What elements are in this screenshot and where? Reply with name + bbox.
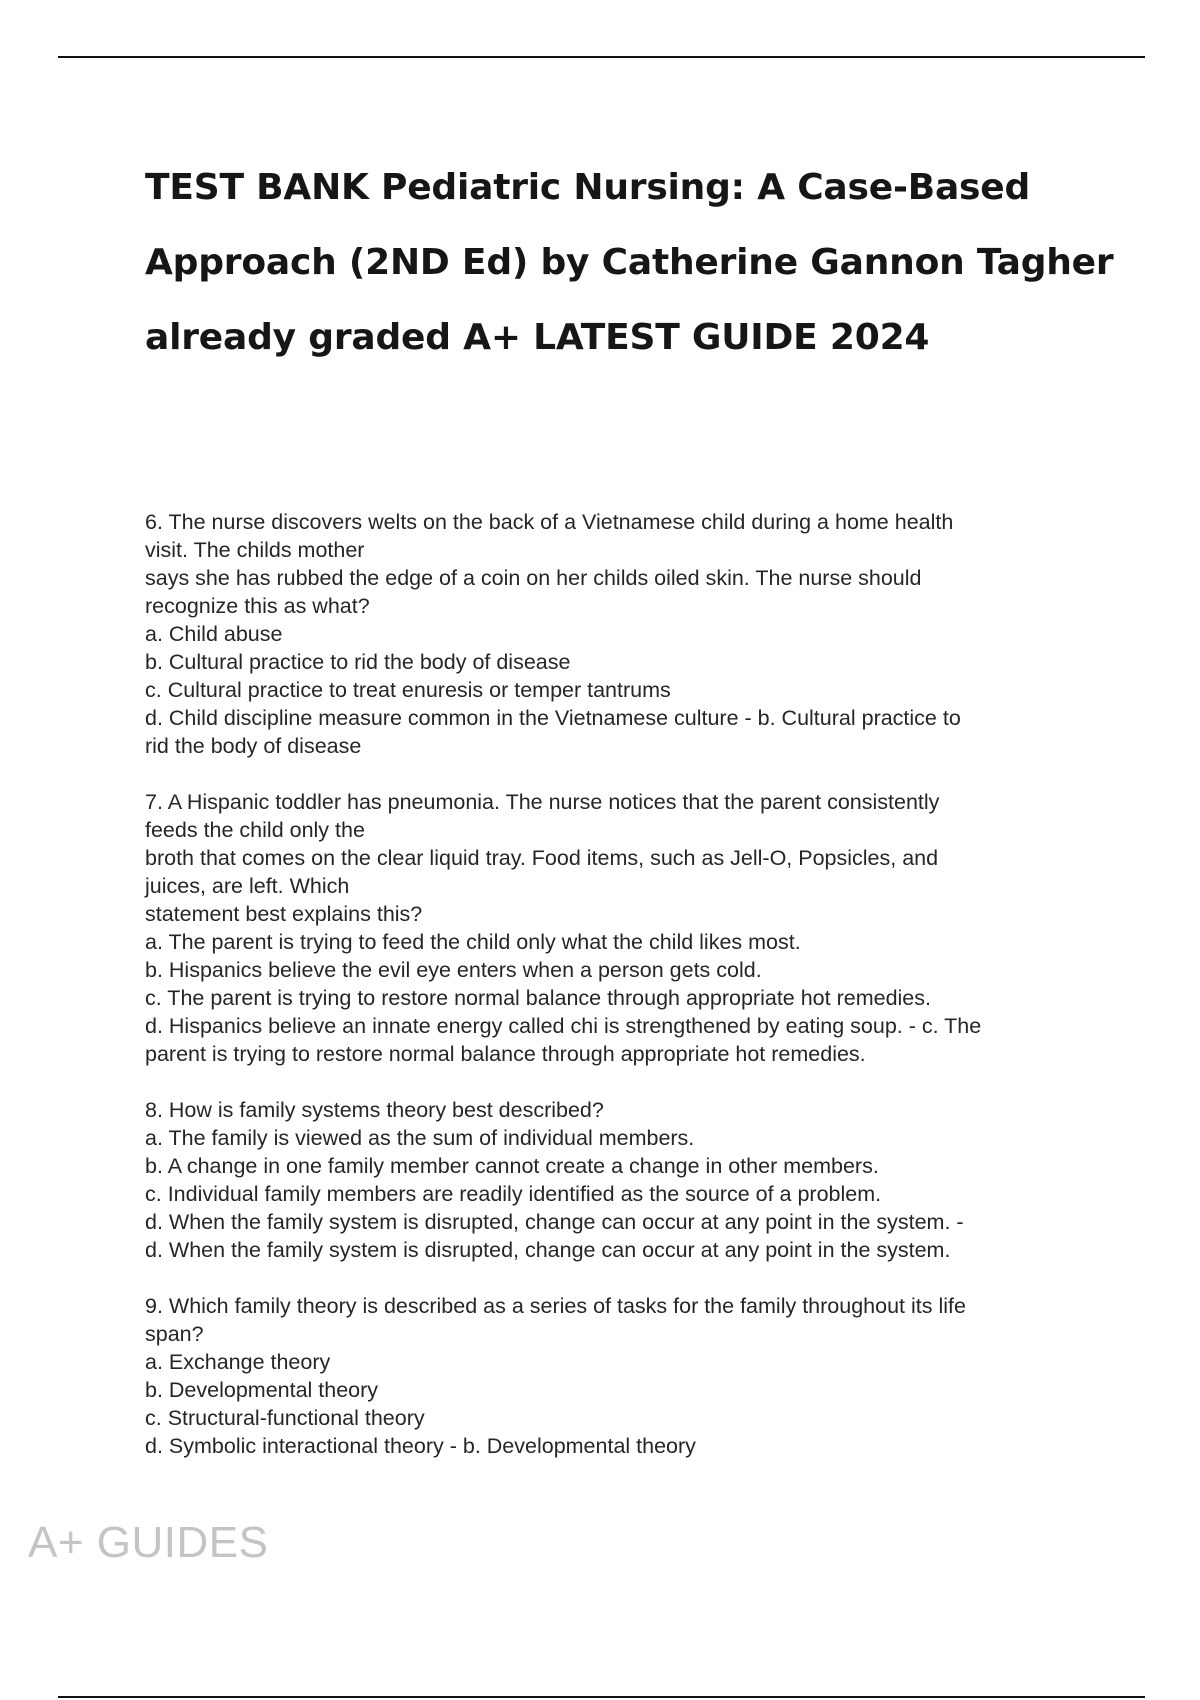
answer-option: b. A change in one family member cannot create a change in other members.: [145, 1154, 879, 1178]
bottom-rule: [58, 1696, 1145, 1698]
answer-option: b. Cultural practice to rid the body of disease: [145, 650, 571, 674]
answer-option: a. Child abuse: [145, 622, 283, 646]
question-text: statement best explains this?: [145, 902, 423, 926]
question-text: 7. A Hispanic toddler has pneumonia. The nurse notices that the parent consistently: [145, 790, 940, 814]
answer-option: d. Child discipline measure common in the Vietnamese culture - b. Cultural practice to: [145, 706, 961, 730]
question-6: [145, 508, 1105, 760]
title-line: Approach (2ND Ed) by Catherine Gannon Tagher: [145, 242, 1114, 283]
answer-option: c. Cultural practice to treat enuresis or temper tantrums: [145, 678, 671, 702]
answer-option: a. Exchange theory: [145, 1350, 331, 1374]
answer-option: d. Symbolic interactional theory - b. Developmental theory: [145, 1434, 696, 1458]
answer-key: d. When the family system is disrupted, change can occur at any point in the system.: [145, 1238, 951, 1262]
answer-option: b. Hispanics believe the evil eye enters when a person gets cold.: [145, 958, 762, 982]
question-text: broth that comes on the clear liquid tray. Food items, such as Jell-O, Popsicles, and: [145, 846, 939, 870]
question-text: visit. The childs mother: [145, 538, 365, 562]
answer-key: parent is trying to restore normal balance through appropriate hot remedies.: [145, 1042, 866, 1066]
question-8: [145, 1096, 1105, 1264]
answer-option: a. The parent is trying to feed the child only what the child likes most.: [145, 930, 801, 954]
answer-option: c. Structural-functional theory: [145, 1406, 425, 1430]
watermark-logo: A+ GUIDES: [28, 1518, 269, 1567]
answer-option: a. The family is viewed as the sum of individual members.: [145, 1126, 695, 1150]
question-text: 6. The nurse discovers welts on the back of a Vietnamese child during a home health: [145, 510, 954, 534]
question-list: [145, 508, 1105, 1488]
answer-option: c. Individual family members are readily identified as the source of a problem.: [145, 1182, 882, 1206]
answer-option: d. Hispanics believe an innate energy called chi is strengthened by eating soup. - c. The: [145, 1014, 982, 1038]
question-text: feeds the child only the: [145, 818, 365, 842]
question-text: says she has rubbed the edge of a coin on her childs oiled skin. The nurse should: [145, 566, 922, 590]
question-7: [145, 788, 1105, 1068]
question-text: span?: [145, 1322, 204, 1346]
question-text: 9. Which family theory is described as a series of tasks for the family throughout its life: [145, 1294, 966, 1318]
answer-option: d. When the family system is disrupted, change can occur at any point in the system. -: [145, 1210, 964, 1234]
answer-key: rid the body of disease: [145, 734, 362, 758]
question-text: 8. How is family systems theory best described?: [145, 1098, 604, 1122]
question-text: juices, are left. Which: [145, 874, 350, 898]
title-line: TEST BANK Pediatric Nursing: A Case-Based: [145, 167, 1031, 208]
title-line: already graded A+ LATEST GUIDE 2024: [145, 317, 930, 358]
question-9: [145, 1292, 1105, 1460]
answer-option: c. The parent is trying to restore normal balance through appropriate hot remedies.: [145, 986, 931, 1010]
document-title: [145, 150, 1114, 375]
top-rule: [58, 56, 1145, 58]
question-text: recognize this as what?: [145, 594, 370, 618]
answer-option: b. Developmental theory: [145, 1378, 379, 1402]
